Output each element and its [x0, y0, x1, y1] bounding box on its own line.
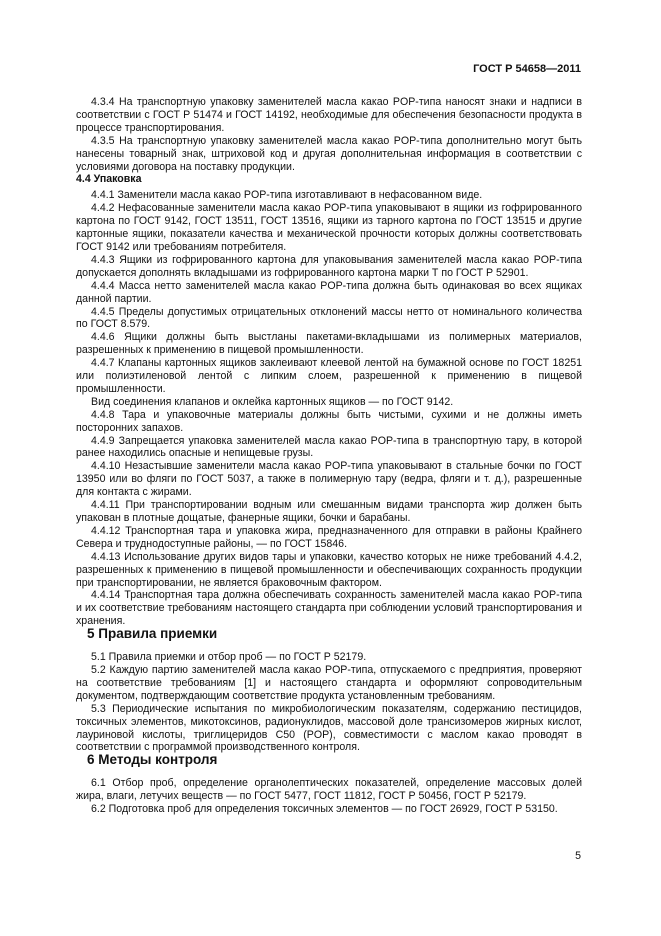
paragraph-5-3: 5.3 Периодические испытания по микробиологическим показателям, содержанию пестицидов, токсичных элементов, микотоксинов, радионуклидов, массовой доле трансизомеров жирных кислот, лауриновой кислоты, триглицеридов С50 (POP), совместимости с маслом какао проводят в соответствии с программой производственного контроля. [76, 702, 582, 754]
paragraph-4-4-5: 4.4.5 Пределы допустимых отрицательных отклонений массы нетто от номинального количества по ГОСТ 8.579. [76, 305, 582, 331]
paragraph-6-1: 6.1 Отбор проб, определение органолептических показателей, определение массовых долей жира, влаги, летучих веществ — по ГОСТ 5477, ГОСТ 11812, ГОСТ Р 50456, ГОСТ Р 52179. [76, 777, 582, 803]
paragraph-4-3-4: 4.3.4 На транспортную упаковку заменителей масла какао POP-типа наносят знаки и надписи в соответствии с ГОСТ Р 51474 и ГОСТ 14192, необходимые для обеспечения безопасности продукта в процессе транспортирования. [76, 96, 582, 134]
paragraph-4-4-6: 4.4.6 Ящики должны быть выстланы пакетами-вкладышами из полимерных материалов, разрешенных к применению в пищевой промышленности. [76, 331, 582, 357]
paragraph-5-1: 5.1 Правила приемки и отбор проб — по ГОСТ Р 52179. [91, 651, 367, 664]
section-heading-5: 5 Правила приемки [87, 626, 218, 642]
paragraph-4-4-9: 4.4.9 Запрещается упаковка заменителей масла какао POP-типа в транспортную тару, в которой ранее находились опасные и непищевые грузы. [76, 434, 582, 460]
section-heading-6: 6 Методы контроля [87, 752, 218, 768]
paragraph-4-4-2: 4.4.2 Нефасованные заменители масла какао POP-типа упаковывают в ящики из гофрированного картона по ГОСТ 9142, ГОСТ 13511, ГОСТ 13516, ящики из тарного картона по ГОСТ 13515 и другие картонные ящики, показатели качества и механической прочности которых должны соответствовать ГОСТ 9142 или требованиям потребителя. [76, 202, 582, 253]
paragraph-4-4-3: 4.4.3 Ящики из гофрированного картона для упаковывания заменителей масла какао POP-типа допускается дополнять вкладышами из гофрированного картона марки Т по ГОСТ Р 52901. [76, 253, 582, 279]
paragraph-6-2: 6.2 Подготовка проб для определения токсичных элементов — по ГОСТ 26929, ГОСТ Р 53150. [91, 803, 558, 816]
paragraph-4-4-14: 4.4.14 Транспортная тара должна обеспечивать сохранность заменителей масла какао POP-типа и их соответствие требованиям настоящего стандарта при соблюдении условий транспортирования и хранения. [76, 589, 582, 628]
paragraph-4-4-1: 4.4.1 Заменители масла какао POP-типа изготавливают в нефасованном виде. [91, 189, 483, 202]
paragraph-4-4-4: 4.4.4 Масса нетто заменителей масла какао POP-типа должна быть одинаковая во всех ящиках данной партии. [76, 279, 582, 305]
document-id: ГОСТ Р 54658—2011 [473, 63, 581, 75]
paragraph-4-4-8: 4.4.8 Тара и упаковочные материалы должны быть чистыми, сухими и не должны иметь посторонних запахов. [76, 408, 582, 434]
paragraph-4-4-10: 4.4.10 Незастывшие заменители масла какао POP-типа упаковывают в стальные бочки по ГОСТ 13950 или во фляги по ГОСТ 5037, а также в полимерную тару (ведра, фляги и т. д.), разрешенные для контакта с жирами. [76, 460, 582, 499]
paragraph-4-4-13: 4.4.13 Использование других видов тары и упаковки, качество которых не ниже требований 4.4.2, разрешенных к применению в пищевой промышленности и обеспечивающих сохранность продукции при транспортировании, не является браковочным фактором. [76, 550, 582, 589]
page-number: 5 [575, 850, 581, 862]
subsection-heading-4-4: 4.4 Упаковка [76, 173, 142, 186]
paragraph-4-4-7: 4.4.7 Клапаны картонных ящиков заклеивают клеевой лентой на бумажной основе по ГОСТ 18251 или полиэтиленовой лентой с липким слоем, разрешенной к применению в пищевой промышленности. [76, 357, 582, 395]
paragraph-4-3-5: 4.3.5 На транспортную упаковку заменителей масла какао POP-типа дополнительно могут быть нанесены товарный знак, штриховой код и другая дополнительная информация в соответствии с условиями договора на поставку продукции. [76, 134, 582, 173]
paragraph-4-4-7-continued: Вид соединения клапанов и оклейка картонных ящиков — по ГОСТ 9142. [91, 395, 454, 408]
paragraph-4-4-11: 4.4.11 При транспортировании водным или смешанным видами транспорта жир должен быть упакован в плотные дощатые, фанерные ящики, бочки и барабаны. [76, 499, 582, 524]
paragraph-5-2: 5.2 Каждую партию заменителей масла какао POP-типа, отпускаемого с предприятия, проверяют на соответствие требованиям [1] и настоящего стандарта и оформляют сопроводительным документом, подтверждающим соответствие продукта установленным требованиям. [76, 663, 582, 702]
paragraph-4-4-12: 4.4.12 Транспортная тара и упаковка жира, предназначенного для отправки в районы Крайнего Севера и труднодоступные районы, — по ГОСТ 15846. [76, 524, 582, 550]
page-body [76, 96, 582, 816]
